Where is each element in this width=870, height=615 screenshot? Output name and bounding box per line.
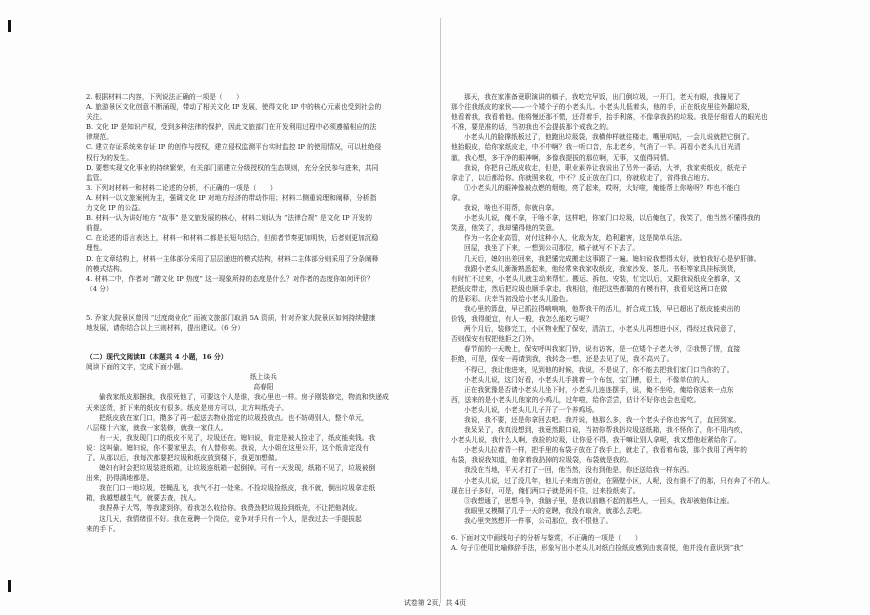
spacer (86, 294, 441, 313)
text-line: 笑意，他笑了，我却懂得他的笑意。 (451, 224, 559, 233)
text-line: 权行为的发生。 (86, 153, 134, 162)
text-line: 出来，扔得满地都是。 (86, 474, 154, 483)
text-line: ③我想通了，思想斗争，我脑子里，是我以前瞧不起的那些人，一回头，我却被他体让座。 (464, 496, 734, 505)
text-line: 关注。 (86, 113, 107, 122)
text-line: 两个月后，装修完工，小区物业配了保安，清洁工，小老头儿再想进小区，得经过我同意了， (464, 325, 741, 334)
text-line: D. 要想实现文化事业的持续繁荣，有关部门需建立分级授权的生态规则，充分全民参与进来，共同 (86, 163, 379, 172)
text-line: 监管。 (86, 173, 107, 182)
text-line: （二）现代文阅读Ⅱ（本题共 4 小题，16 分） (86, 353, 228, 362)
text-line: （4 分） (86, 284, 113, 293)
text-line: 4. 材料二中，作者对 “蹭文化 IP 热度” 这一现象所持的态度是什么？对作者的态度你如何评价？ (86, 274, 374, 283)
text-line: 天来送货，折下来的纸皮有很多。纸皮是房方可以，北方叫纸壳子。 (86, 403, 289, 412)
text-line: 6. 下面对文中画线句子的分析与鉴赏，不正确的一项是（ ） (451, 534, 642, 543)
text-line: ①小老头儿的眼神像被点燃的烟炮，亮了起来，哎呀，大好啦，俺能帮上你啥呀？咋也不能白 (464, 183, 741, 192)
text-line: 的模式结构。 (86, 264, 127, 273)
text-line: 我心里的算盘，早已抓拉得响响响，他帮我干的活儿，折合成工钱，早已超出了纸皮能卖出的 (464, 304, 741, 313)
text-line: 小老头儿拉着背一样，把手里的布袋子放在了我手上，就走了，我看着布袋，那个我用了两年的 (464, 446, 747, 455)
text-line: 拿。 (451, 193, 465, 202)
text-line: 我没在当地，平天才打了一回，他当然，没有到他是，你还送给我一样东西。 (464, 466, 694, 475)
left-column (86, 92, 441, 534)
text-line: B. 材料一认为讲好地方 “故事” 是文旅发展的核心，材料二则认为 “法律合规” 是文化 IP 开发的 (86, 214, 373, 223)
text-line: 把纸皮带走，然后把垃圾也顺手拿走。我相信，他把这些都做的有模有样，我看见这两口在做 (451, 284, 728, 293)
text-line: 把纸皮放在家门口，攒多了再一起送去物业指定的垃圾投放点。也不妨碍别人，整个单元， (99, 413, 369, 422)
right-column (451, 92, 807, 553)
text-line: C. 在论述的语言表达上，材料一和材料二都是长短句结合，但前者节奏更加明快，后者则更加沉稳 (86, 234, 379, 243)
page-footer: 试卷第 2页，共 4页 (403, 599, 467, 607)
text-line: 现在日子多好，可是，俺们两口子就是闲不住，过来捡纸卖了。 (451, 486, 640, 495)
text-line: 拒绝，可是，保安一再请到我，我转念一想，还是去见了见，我不高兴了。 (451, 355, 674, 364)
text-line: 拿走了，以后都给你。你就照来收，中不？反正放在门口，你就收走了，省得我占地方。 (451, 173, 714, 182)
text-line: 我说，啥也不用帮，你就自拿。 (464, 204, 559, 213)
text-line: 偷我家纸皮那捆我，我很死他了，可要这个人是谁，我心里也一样。房子刚装修完，物流和快递成 (99, 393, 389, 402)
text-line: 2. 根据材料二内容，下列说法正确的一项是（ ） (86, 93, 243, 101)
text-line: 八层楼十六家，就我一家装修，就我一家住人。 (86, 423, 228, 432)
text-line: 春节前的一天晚上，保安呼叫我家门铃，说有访客，是一位矮个子老大爷，②我愣了愣，直接 (464, 345, 741, 354)
text-line: 回屋，我坐了下来，一想到公司那位，稿子就写不下去了。 (464, 244, 640, 253)
text-line: 那个往我纸皮的家伙——一个矮个子的小老头儿。小老头儿低着头，他的手，正在纸皮里往外翻垃圾， (451, 103, 755, 112)
text-line: 力文化 IP 的公益。 (86, 204, 145, 213)
text-line: 阅读下面的文字，完成下面小题。 (86, 363, 188, 372)
text-line: 几天后，媳妇出差回来，我把懂完成搬走这事跟了一遍。媳妇说我想得太好，就怕我好心是驴肝肺。 (464, 254, 761, 263)
text-line: 小老头儿说，过了没几年，他儿子来南方创业，在隔壁小区，人呢，没有谁不了的那，只有奔了不的人。 (464, 476, 774, 485)
text-line: 价钱，我得便宜，有人一般，我怎么能吃亏呢？ (451, 315, 593, 324)
text-line: 我说，我不要，还是你拿回去吧。我并说，他那么多，我一个老头子你也客气了，直回到家。 (464, 416, 741, 424)
text-line: 纸上谈兵 (250, 373, 277, 382)
text-line: 3. 下列对材料一和材料二论述的分析，不正确的一项是（ ） (86, 183, 277, 192)
spacer (86, 333, 441, 352)
text-line: 我说，你把自己纸皮收走，但是，职业素养让我说出了另外一番话，大爷，我家卖纸皮，纸壳子 (464, 163, 747, 172)
text-line: 我跟小老头儿渐渐熟悉起来，他经常来我家收纸皮，我家沙发、茶几、书柜等家具挂标到货， (464, 264, 741, 273)
text-line: B. 文化 IP 是知识产权，受到多种法律的保护，因此文旅部门在开发利用过程中必须遵循相应的法 (86, 123, 377, 132)
text-line: 我心里突然想开一件事，公司那位，我不恨他了。 (464, 516, 613, 525)
text-line: 我在门口一地垃圾，苍蝇乱飞，我气不打一处来。不捡垃圾捡纸皮，我不就，倒出垃圾拿走纸 (99, 484, 376, 493)
text-line: 的是彩彩。庆幸当初没给小老头儿脸色。 (451, 294, 573, 303)
text-line: 来的手下。 (86, 524, 120, 533)
text-line: A. 旅游景区文化创意不断涌现，带动了相关文化 IP 发展，使得文化 IP 中的核心元素也受到社会的 (86, 103, 382, 112)
text-line: 澈，我心想，多干净的眼神啊，多像我提拔的那位啊，无事，又值得同情。 (451, 153, 674, 162)
text-line: 前提。 (86, 224, 107, 233)
text-line: A. 句子①使用比喻修辞手法，形象写出小老头儿对纸白捡纸皮感到由衷喜悦，他并没有意识到“我” (451, 544, 744, 553)
text-line: 我眼里又模糊了几乎一天的竞聘，我没有取舍，就那么去吧。 (464, 506, 646, 515)
text-line: 我捏鼻子大骂，等我逮到你，看我怎么收拾你。我费劲把垃圾捡到纸壳，不让把他剥皮。 (99, 504, 362, 513)
text-line: 作为一名企业高管，对付这种小人，化敌为友，趋利避害，这是简单兵法。 (464, 234, 687, 243)
text-line: 西，送来的是小老头儿他家的小鸡儿，过年啦，给你尝尝，估计不好你也会也爱吃。 (451, 395, 701, 404)
text-line: D. 在文章结构上，材料一主体部分采用了层层递进的模式结构，材料二主体部分则采用了分条阐释 (86, 254, 379, 263)
text-line: 小老头儿说，这门好看，小老头儿手挑着一个布包，宝门槽，很土，不像单位的人。 (464, 375, 714, 384)
text-line: 说：这叫偷。媳妇说，你不要家里去，有人替你卖。我说，大小姐在这里公开，这个纸肯定没有 (86, 443, 369, 452)
spacer (451, 526, 807, 533)
text-line: C. 建立存证系统来存证 IP 的创作与授权，建立侵权监测平台实时监控 IP 的使用情况，可以杜绝侵 (86, 143, 382, 152)
text-line: 箱，我越想越生气，就要去查，找人。 (86, 494, 201, 503)
text-line: A. 材料一以文旅案例为主，强调文化 IP 对地方经济的带动作用；材料二侧重说理和阐释，分析指 (86, 193, 377, 202)
text-line: 小老头儿的脸撑纸板过了，他跑出垃圾袋，我横伸样就往楼走，嘴里叨咕，一会儿说就把它倒了。 (464, 133, 754, 142)
text-line: 小老头儿说，俺不拿，干啥不拿，这样吧，你家门口垃圾，以后俺包了，我笑了，他当然不懂得我的 (464, 214, 761, 223)
text-line: 不准，要是准的话，当初我也不会提拔那个戒我之的。 (451, 123, 613, 132)
text-line: 小老头儿说，小老头儿儿子开了一个养鸡场。 (464, 405, 599, 414)
text-line: 媳妇有时会把垃圾装进纸箱，让垃圾连纸箱一起倒掉。可有一天发现，纸箱不见了，垃圾被倒 (99, 464, 376, 473)
text-line: 5. 乔家大院景区曾因 “过度商业化” 而被文旅部门取消 5A 资质，针对乔家大院景区如何持续健康 (86, 313, 376, 322)
scan-edge-mark (8, 580, 11, 592)
text-line: 正在我犹豫是否请小老头儿坐下时，小老头儿连连摆手，说，俺不坐哈，俺给你送来一点东 (464, 385, 734, 394)
text-line: 律规范。 (86, 133, 113, 142)
text-line: 布袋，我说我知道，他拿着我扔掉的垃圾袋，布袋就是我的。 (451, 456, 633, 465)
text-line: 他看着我，我看着他。他将慢还那不慌，还背着手，抬手利落，不像拿我扔的垃圾。我是仔细看人的眼光也 (451, 113, 768, 122)
text-line: 我呆呆了，我真没想到，我竟然跟口说，当初你帮我扔垃圾送纸箱，我不怪你了，你不用内疚， (464, 426, 747, 435)
text-line: 理性。 (86, 244, 107, 253)
text-line: 地发展，请你结合以上三则材料，提出建议。（6 分） (86, 323, 245, 332)
text-line: 他抬眼皮，给你家纸皮走，中不中啊？我一听口音，东北老乡，气消了一半。再看小老头儿目光清 (451, 143, 741, 152)
text-line: 有一天，我发现门口的纸皮不见了，垃圾还在。媳妇说，肯定是被人捡走了，纸皮能卖钱。我 (99, 433, 376, 442)
text-line: 否则保安有权把他拒之门外。 (451, 335, 539, 344)
text-line: 了。从那以后，我每次都要把垃圾和纸皮放到楼下，我更加想做。 (86, 454, 282, 462)
text-line: 那天，我在家准备竟职演讲的稿子，我吃完早饭，出门倒垃圾，一开门，老天有眼，我撞见了 (464, 93, 741, 101)
text-line: 高春阳 (253, 383, 274, 392)
text-line: 不得已，我让他进来，见到他的时候，我说，不是说了，你不能去把我们家门口当你的了。 (464, 365, 734, 374)
scan-edge-mark (8, 20, 11, 32)
text-line: 有时忙不过来，小老头儿就主动来帮忙。搬运、拆包、安装，忙完以后，又跟我说纸皮全都拿，又 (451, 274, 741, 283)
text-line: 这几天，我情绪很不好。我在竟聘一个岗位，竞争对手只有一个人，是我过去一手提拔起 (99, 514, 362, 523)
text-line: 小老头儿说，我什么人啊，我捡的垃圾，让你爱不得，我干嘛让别人拿呢，我又想他赶紧给你了。 (451, 436, 741, 445)
